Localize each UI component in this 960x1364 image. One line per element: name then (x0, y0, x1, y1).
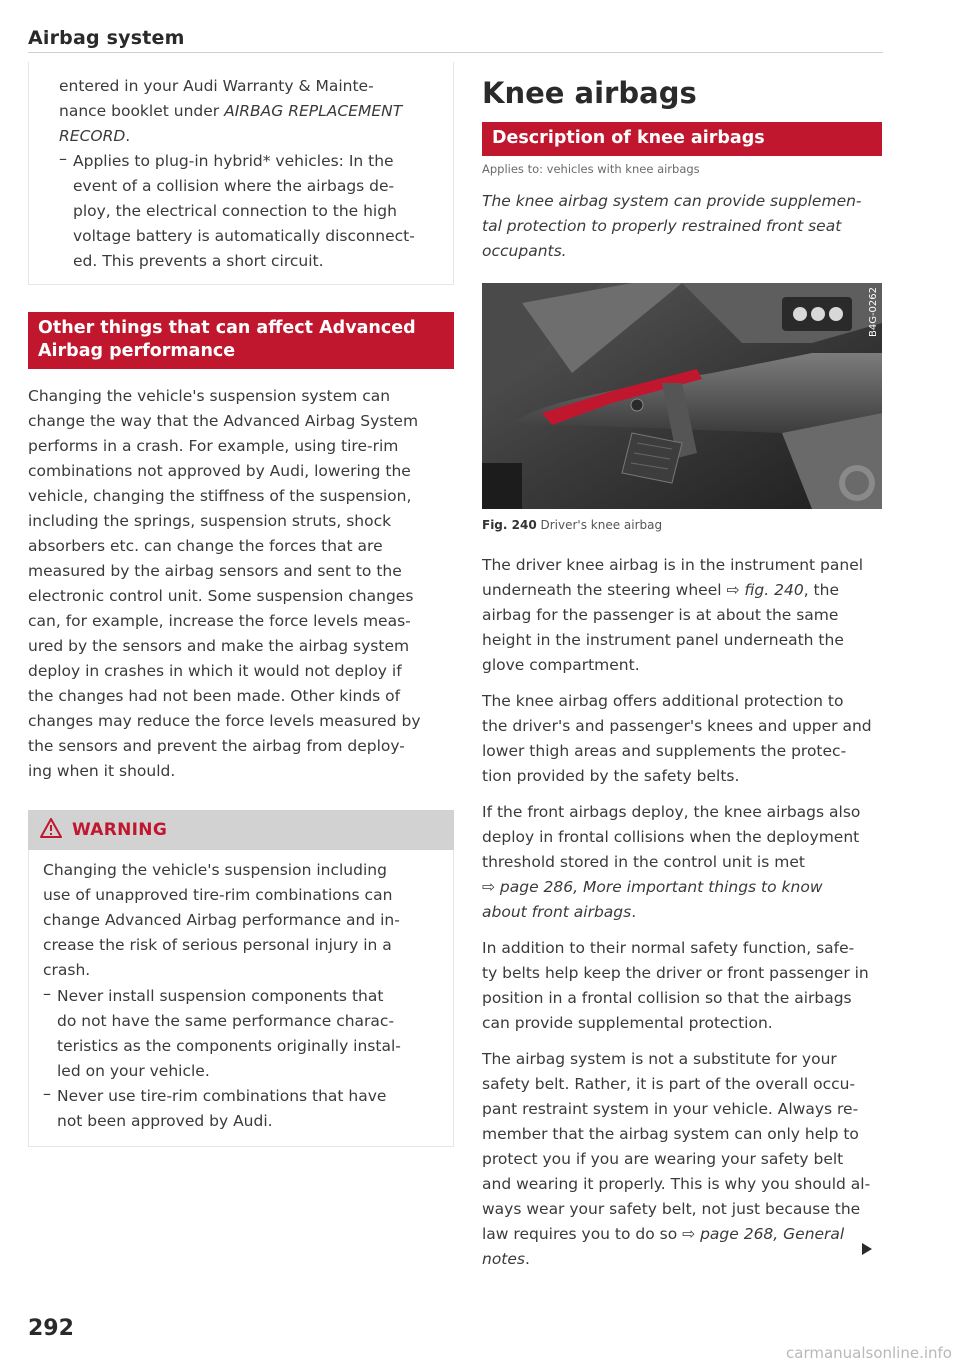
hybrid-bullet: – Applies to plug-in hybrid* vehicles: In the event of a collision where the airbags de- ploy, the electrical connection to the high voltage battery is automatically disconnect- ed. This prevents a short circuit. (59, 149, 437, 274)
continued-note-box (28, 62, 454, 285)
figure-reference-link[interactable]: ⇨ fig. 240 (726, 581, 804, 599)
page-reference-link[interactable]: ⇨ page 268, General (682, 1225, 845, 1243)
continue-arrow-icon (862, 1243, 872, 1255)
page-reference-link[interactable]: ⇨ page 286, More important things to know (482, 878, 823, 896)
page-number: 292 (28, 1316, 74, 1341)
running-header: Airbag system (28, 27, 185, 49)
warning-label: WARNING (72, 820, 168, 840)
continued-line: entered in your Audi Warranty & Mainte- (59, 77, 374, 95)
warning-body: Changing the vehicle's suspension including use of unapproved tire-rim combinations can change Advanced Airbag performance and in- crease the risk of serious personal injury in a crash. – Never install suspension components that do not have the same performance charac- teristics as the components originally instal- led on your vehicle. – Never use tire-rim combinations that have not been approved by Audi. (28, 850, 454, 1147)
right-column (482, 62, 882, 1272)
figure-caption: Fig. 240 Driver's knee airbag (482, 518, 663, 532)
warning-triangle-icon (40, 818, 62, 842)
left-column (28, 62, 454, 1147)
warning-box (28, 810, 454, 1147)
safety-belt-paragraph: In addition to their normal safety function, safe- ty belts help keep the driver or front passenger in position in a frontal collision so that the airbags can provide supplemental protection. (482, 939, 869, 1032)
figure-code: B4G-0262 (868, 287, 879, 338)
continued-line: nance booklet under AIRBAG REPLACEMENT (59, 102, 403, 120)
driver-knee-paragraph: The driver knee airbag is in the instrument panel underneath the steering wheel ⇨ fig. 240, the airbag for the passenger is at about the same height in the instrument panel underneath the glove compartment. (482, 556, 864, 674)
knee-airbag-illustration (482, 283, 882, 509)
warning-bullet: – Never install suspension components that do not have the same performance charac- teristics as the components originally instal- led on your vehicle. (43, 984, 441, 1084)
figure-knee-airbag (482, 283, 882, 509)
header-divider (28, 52, 883, 53)
watermark: carmanualsonline.info (786, 1344, 952, 1362)
deployment-paragraph: If the front airbags deploy, the knee airbags also deploy in frontal collisions when the deployment threshold stored in the control unit is met ⇨ page 286, More important things to know about front airbags. (482, 800, 882, 925)
intro-paragraph: The knee airbag system can provide supplemen- tal protection to properly restrained front seat occupants. (482, 192, 862, 260)
continued-line: RECORD. (59, 127, 131, 145)
chapter-title: Knee airbags (482, 76, 697, 110)
section-heading-advanced-airbag: Other things that can affect Advanced Airbag performance (28, 312, 454, 369)
protection-paragraph: The knee airbag offers additional protection to the driver's and passenger's knees and upper and lower thigh areas and supplements the protec- tion provided by the safety belts. (482, 692, 872, 785)
suspension-paragraph: Changing the vehicle's suspension system can change the way that the Advanced Airbag System performs in a crash. For example, using tire-rim combinations not approved by Audi, lowering the vehicle, changing the stiffness of the suspension, including the springs, suspension struts, shock absorbers etc. can change the forces that are measured by the airbag sensors and sent to the electronic control unit. Some suspension changes can, for example, increase the force levels meas- ured by the sensors and make the airbag system deploy in crashes in which it would not deploy if the changes had not been made. Other kinds of changes may reduce the force levels measured by the sensors and prevent the airbag from deploy- ing when it should. (28, 387, 421, 780)
applies-to-note: Applies to: vehicles with knee airbags (482, 162, 700, 176)
warning-header (28, 810, 454, 850)
section-heading-knee-airbags: Description of knee airbags (482, 122, 882, 156)
warning-bullet: – Never use tire-rim combinations that have not been approved by Audi. (43, 1084, 441, 1134)
not-a-substitute-paragraph: The airbag system is not a substitute for your safety belt. Rather, it is part of the overall occu- pant restraint system in your vehicle. Always re- member that the airbag system can only help to protect you if you are wearing your safety belt and wearing it properly. This is why you should al- ways wear your safety belt, not just because the law requires you to do so ⇨ page 268, General notes. (482, 1050, 871, 1268)
